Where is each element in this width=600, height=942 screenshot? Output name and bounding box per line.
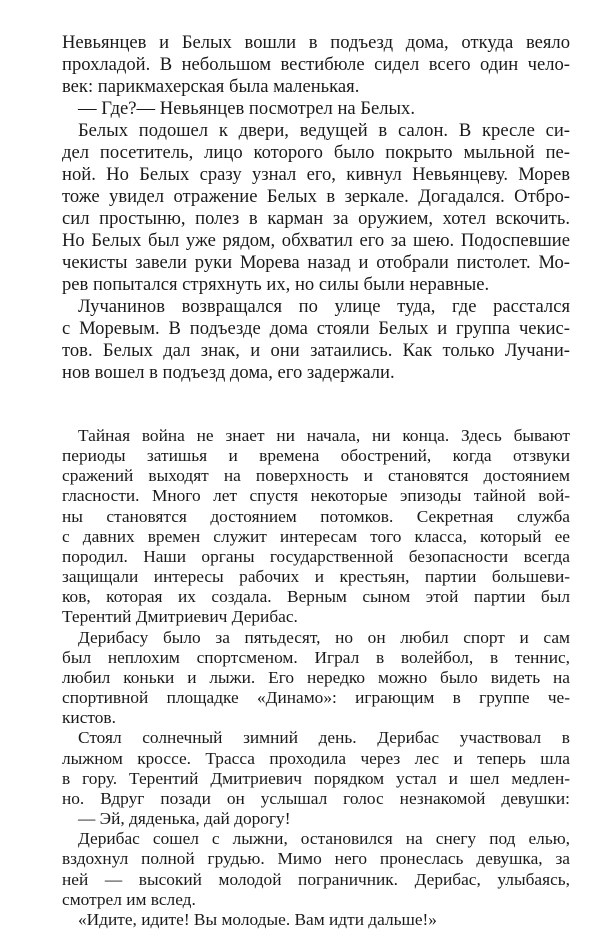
- text-line: был неплохим спортсменом. Играл в волейбол, в теннис,: [62, 647, 570, 667]
- text-line: породил. Наши органы государственной безопасности всегда: [62, 546, 570, 566]
- text-line: нов вошел в подъезд дома, его задержали.: [62, 362, 395, 383]
- text-line: прохладой. В небольшом вестибюле сидел всего один чело-: [62, 54, 570, 75]
- text-line: — Эй, дяденька, дай дорогу!: [78, 809, 291, 829]
- text-line: кистов.: [62, 708, 116, 728]
- text-line: дел посетитель, лицо которого было покрыто мыльной пе-: [62, 142, 570, 163]
- text-line: Лучанинов возвращался по улице туда, где расстался: [78, 296, 570, 317]
- text-line: Стоял солнечный зимний день. Дерибас участвовал в: [78, 728, 570, 748]
- text-line: Белых подошел к двери, ведущей в салон. В кресле си-: [78, 120, 570, 141]
- text-line: но. Вдруг позади он услышал голос незнакомой девушки:: [62, 788, 570, 808]
- text-line: «Идите, идите! Вы молодые. Вам идти дальше!»: [78, 909, 437, 929]
- text-line: Но Белых был уже рядом, обхватил его за шею. Подоспевшие: [62, 230, 570, 251]
- text-line: тоже увидел отражение Белых в зеркале. Догадался. Отбро-: [62, 186, 570, 207]
- text-line: спортивной площадке «Динамо»: играющим в группе че-: [62, 688, 570, 708]
- text-line: ков, которая их создала. Верным сыном этой партии был: [62, 587, 570, 607]
- text-line: смотрел им вслед.: [62, 889, 196, 909]
- text-line: Тайная война не знает ни начала, ни конца. Здесь бывают: [78, 426, 570, 445]
- text-line: с Моревым. В подъезде дома стояли Белых и группа чекис-: [62, 318, 570, 339]
- text-line: вздохнул полной грудью. Мимо него пронеслась девушка, за: [62, 849, 570, 869]
- text-line: ней — высокий молодой пограничник. Дерибас, улыбаясь,: [62, 869, 570, 889]
- text-line: с давних времен служит интересам того класса, который ее: [62, 526, 570, 546]
- text-line: лыжном кроссе. Трасса проходила через лес и теперь шла: [62, 748, 570, 768]
- text-line: рев попытался стряхнуть их, но силы были неравные.: [62, 274, 490, 295]
- text-line: любил коньки и лыжи. Его нередко можно было видеть на: [62, 667, 570, 687]
- text-line: в гору. Терентий Дмитриевич порядком устал и шел медлен-: [62, 768, 570, 788]
- text-line: сражений выходят на поверхность и становятся достоянием: [62, 466, 570, 486]
- text-line: Терентий Дмитриевич Дерибас.: [62, 607, 298, 627]
- text-line: гласности. Много лет спустя некоторые эпизоды тайной вой-: [62, 486, 570, 506]
- text-line: ной. Но Белых сразу узнал его, кивнул Невьянцеву. Морев: [62, 164, 570, 185]
- text-line: ны становятся достоянием потомков. Секретная служба: [62, 506, 570, 526]
- text-line: — Где?— Невьянцев посмотрел на Белых.: [78, 98, 415, 119]
- text-line: Дерибас сошел с лыжни, остановился на снегу под елью,: [78, 829, 570, 849]
- text-line: сил простыню, полез в карман за оружием, хотел вскочить.: [62, 208, 570, 229]
- text-line: защищали интересы рабочих и крестьян, партии большеви-: [62, 567, 570, 587]
- text-line: тов. Белых дал знак, и они затаились. Как только Лучани-: [62, 340, 570, 361]
- text-line: Невьянцев и Белых вошли в подъезд дома, откуда веяло: [62, 32, 570, 53]
- text-line: Дерибасу было за пятьдесят, но он любил спорт и сам: [78, 627, 570, 647]
- text-line: периоды затишья и времена обострений, когда отзвуки: [62, 446, 570, 466]
- text-line: век: парикмахерская была маленькая.: [62, 76, 360, 97]
- text-line: чекисты завели руки Морева назад и отобрали пистолет. Мо-: [62, 252, 570, 273]
